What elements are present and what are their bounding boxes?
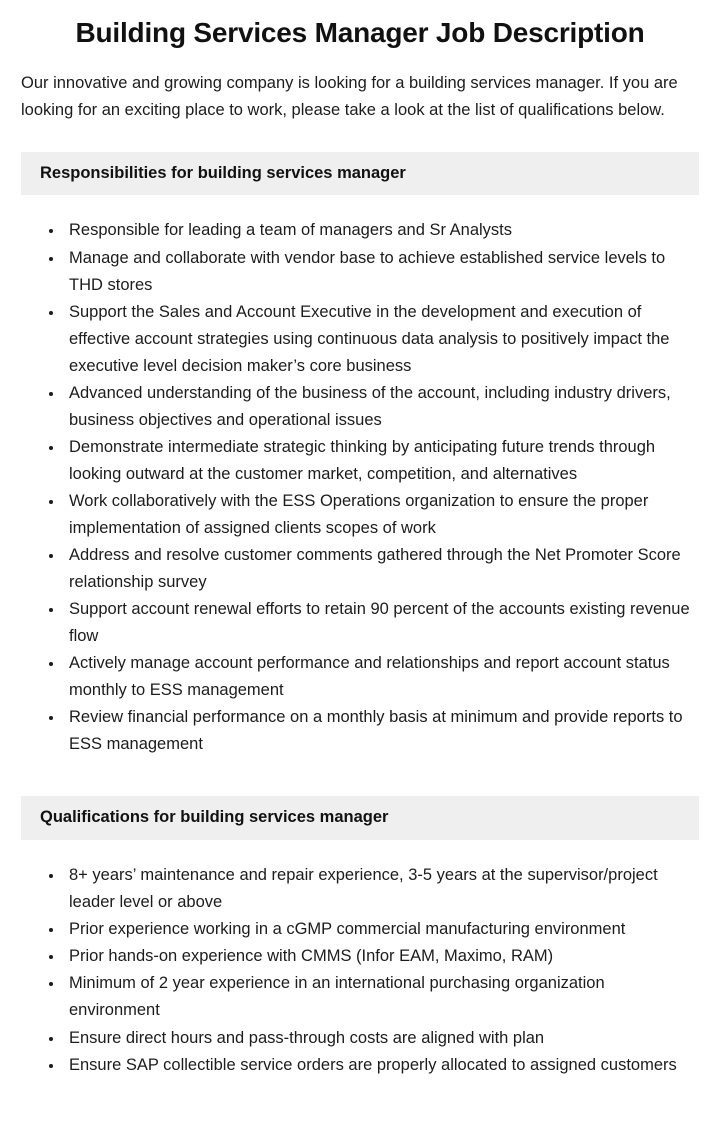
list-item: • Work collaboratively with the ESS Operations organization to ensure the proper implementation of assigned clients scopes of work	[64, 488, 699, 542]
responsibilities-list	[21, 209, 699, 758]
list-item: • Ensure SAP collectible service orders are properly allocated to assigned customers	[64, 1052, 699, 1079]
list-item: • 8+ years’ maintenance and repair experience, 3-5 years at the supervisor/project leader level or above	[64, 862, 699, 916]
qualifications-list	[21, 854, 699, 1078]
list-item: • Demonstrate intermediate strategic thinking by anticipating future trends through looking outward at the customer market, competition, and alternatives	[64, 434, 699, 488]
list-item: • Minimum of 2 year experience in an international purchasing organization environment	[64, 970, 699, 1024]
section-header-qualifications: Qualifications for building services manager	[21, 796, 699, 840]
list-item: • Prior hands-on experience with CMMS (Infor EAM, Maximo, RAM)	[64, 943, 699, 970]
list-item: • Actively manage account performance and relationships and report account status monthly to ESS management	[64, 650, 699, 704]
list-item: • Support account renewal efforts to retain 90 percent of the accounts existing revenue flow	[64, 596, 699, 650]
list-item: • Prior experience working in a cGMP commercial manufacturing environment	[64, 916, 699, 943]
page-title: Building Services Manager Job Description	[75, 17, 645, 48]
list-item: • Review financial performance on a monthly basis at minimum and provide reports to ESS management	[64, 704, 699, 758]
list-item: • Address and resolve customer comments gathered through the Net Promoter Score relationship survey	[64, 542, 699, 596]
list-item: • Responsible for leading a team of managers and Sr Analysts	[64, 217, 699, 244]
list-item: • Manage and collaborate with vendor base to achieve established service levels to THD stores	[64, 245, 699, 299]
intro-paragraph: Our innovative and growing company is looking for a building services manager. If you are looking for an exciting place to work, please take a look at the list of qualifications below.	[21, 73, 678, 119]
list-item: • Support the Sales and Account Executive in the development and execution of effective account strategies using continuous data analysis to positively impact the executive level decision maker’s core business	[64, 299, 699, 380]
section-header-responsibilities: Responsibilities for building services manager	[21, 152, 699, 196]
list-item: • Ensure direct hours and pass-through costs are aligned with plan	[64, 1025, 699, 1052]
list-item: • Advanced understanding of the business of the account, including industry drivers, business objectives and operational issues	[64, 380, 699, 434]
